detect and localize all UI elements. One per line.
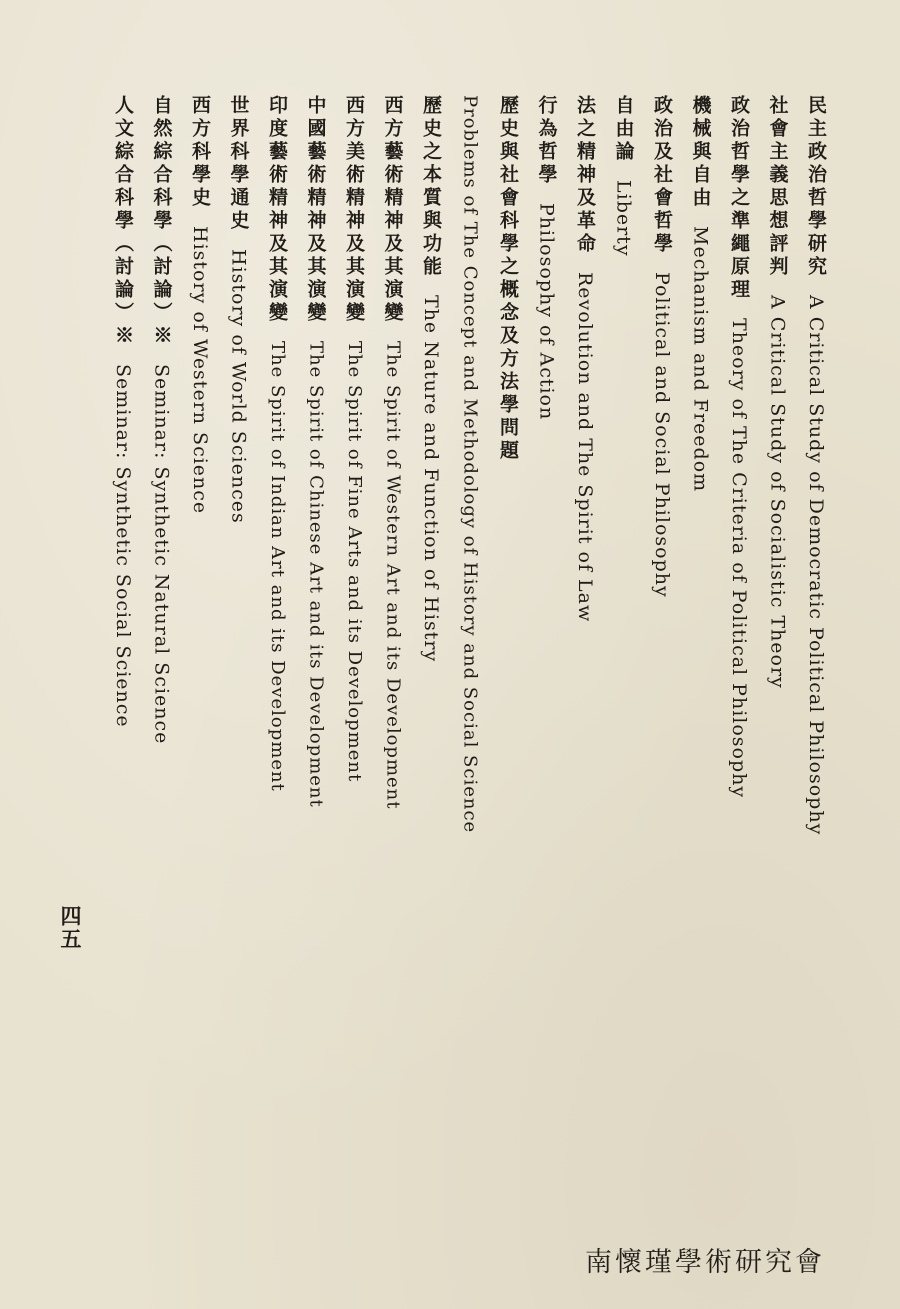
course-entry: [643, 95, 682, 995]
course-title-english: The Spirit of Chinese Art and its Development: [305, 341, 327, 808]
course-title-chinese: 世界科學通史: [227, 95, 250, 233]
course-entry: [450, 95, 489, 995]
course-entry: [720, 95, 759, 995]
course-title-chinese: 社會主義思想評判: [766, 95, 789, 279]
course-entry: [258, 95, 297, 995]
course-entry: [412, 95, 451, 995]
course-entry: [296, 95, 335, 995]
course-list: [95, 95, 835, 995]
course-entry: [373, 95, 412, 995]
footer-publisher: 南懷瑾學術研究會: [585, 1247, 825, 1278]
course-entry: [104, 95, 143, 995]
course-entry: [181, 95, 220, 995]
course-title-chinese: 政治及社會哲學: [651, 95, 673, 256]
course-title-chinese: 民主政治哲學研究: [805, 95, 827, 279]
course-title-english: Political and Social Philosophy: [651, 272, 673, 598]
course-entry: [335, 95, 374, 995]
course-title-english: Liberty: [612, 180, 635, 257]
course-title-english: A Critical Study of Democratic Political Philosophy: [805, 295, 827, 836]
course-entry: [604, 95, 643, 995]
course-entry: [758, 95, 797, 995]
course-title-chinese: 印度藝術精神及其演變: [266, 95, 288, 325]
course-title-english: History of World Sciences: [227, 249, 250, 524]
course-title-chinese: 西方藝術精神及其演變: [381, 95, 404, 325]
course-title-chinese: 政治哲學之準繩原理: [728, 95, 750, 302]
course-title-english: Revolution and The Spirit of Law: [574, 272, 596, 623]
course-entry: [681, 95, 720, 995]
course-title-english: The Nature and Function of Histry: [420, 295, 442, 663]
course-title-english: Theory of The Criteria of Political Philosophy: [728, 318, 750, 799]
course-title-chinese: 法之精神及革命: [574, 95, 596, 256]
page-number: 四五: [58, 905, 83, 951]
course-entry: [797, 95, 836, 995]
course-title-english: A Critical Study of Socialistic Theory: [766, 295, 789, 689]
course-title-english: Mechanism and Freedom: [689, 226, 712, 493]
course-entry: [527, 95, 566, 995]
course-title-english: Seminar: Synthetic Natural Science: [150, 364, 173, 745]
course-title-english: The Spirit of Fine Arts and its Development: [344, 341, 365, 783]
course-title-english: Seminar: Synthetic Social Science: [112, 364, 134, 728]
course-entry: [489, 95, 528, 995]
course-title-english: The Spirit of Indian Art and its Development: [267, 341, 288, 792]
course-title-english: History of Western Science: [189, 226, 211, 515]
course-entry: [142, 95, 181, 995]
course-title-chinese: 自然綜合科學（討論）※: [150, 95, 173, 348]
course-title-english: The Spirit of Western Art and its Development: [382, 341, 404, 810]
course-entry: [219, 95, 258, 995]
course-title-chinese: 歷史之本質與功能: [420, 95, 442, 279]
course-entry: [566, 95, 605, 995]
course-title-chinese: 自由論: [612, 95, 635, 164]
course-title-chinese: 行為哲學: [535, 95, 558, 187]
course-title-chinese: 人文綜合科學（討論）※: [112, 95, 134, 348]
course-title-chinese: 歷史與社會科學之概念及方法學問題: [497, 95, 519, 463]
course-title-english: Problems of The Concept and Methodology of History and Social Science: [459, 95, 481, 834]
course-title-english: Philosophy of Action: [535, 203, 558, 421]
course-title-chinese: 西方美術精神及其演變: [343, 95, 365, 325]
course-title-chinese: 西方科學史: [189, 95, 211, 210]
course-title-chinese: 機械與自由: [689, 95, 712, 210]
course-title-chinese: 中國藝術精神及其演變: [304, 95, 327, 325]
